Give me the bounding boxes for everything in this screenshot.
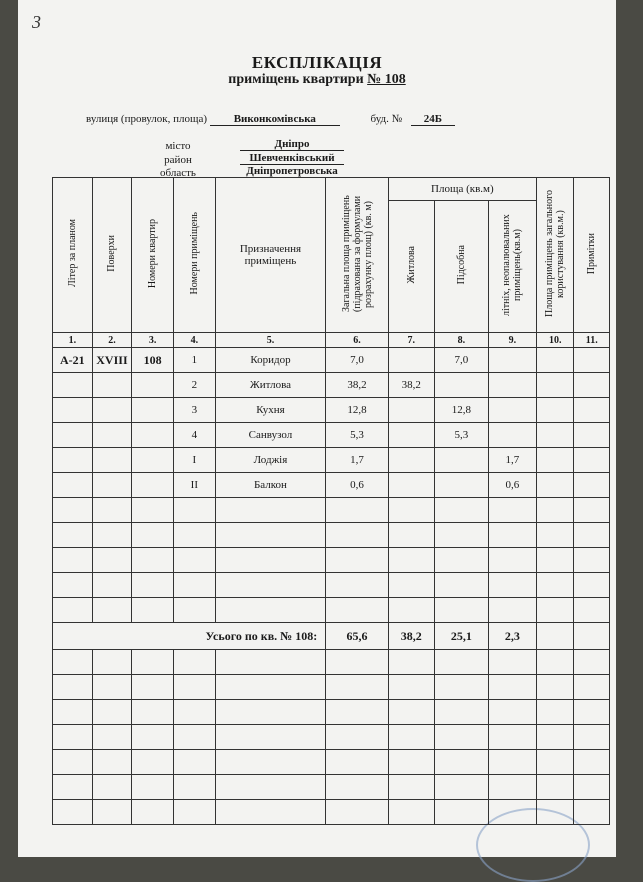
cell-empty: [434, 548, 488, 573]
cell-empty: [488, 498, 536, 523]
cell-empty: [92, 800, 132, 825]
table-row-empty: [53, 650, 610, 675]
district-value: Шевченківський: [240, 152, 344, 165]
table-row: [53, 448, 610, 473]
cell-summer: [488, 423, 536, 448]
cell-floor: [92, 448, 132, 473]
cell-apt: [132, 373, 174, 398]
cell-empty: [536, 473, 574, 498]
subtitle-prefix: приміщень квартири: [228, 72, 364, 87]
cell-empty: [53, 598, 93, 623]
cell-empty: [215, 750, 326, 775]
table-row-empty: [53, 800, 610, 825]
cell-empty: [536, 598, 574, 623]
cell-liter: [53, 423, 93, 448]
cell-summer: [488, 348, 536, 373]
cell-empty: [488, 650, 536, 675]
cell-empty: [488, 700, 536, 725]
col-number: 2.: [92, 333, 132, 348]
cell-empty: [53, 498, 93, 523]
cell-empty: [536, 348, 574, 373]
city-line: [240, 138, 344, 151]
cell-purpose: Балкон: [215, 473, 326, 498]
cell-empty: [132, 498, 174, 523]
street-line: [86, 113, 455, 126]
cell-empty: [536, 650, 574, 675]
cell-empty: [92, 523, 132, 548]
cell-empty: [326, 498, 389, 523]
cell-empty: [434, 650, 488, 675]
cell-empty: [326, 675, 389, 700]
cell-empty: [434, 700, 488, 725]
cell-empty: [388, 548, 434, 573]
cell-empty: [536, 498, 574, 523]
cell-empty: [92, 675, 132, 700]
cell-empty: [536, 775, 574, 800]
cell-empty: [388, 498, 434, 523]
cell-room: II: [173, 473, 215, 498]
cell-empty: [173, 775, 215, 800]
cell-empty: [388, 725, 434, 750]
cell-empty: [488, 598, 536, 623]
cell-empty: [326, 548, 389, 573]
table-row: [53, 348, 610, 373]
table-row-empty: [53, 523, 610, 548]
cell-empty: [215, 523, 326, 548]
cell-empty: [434, 675, 488, 700]
cell-room: 1: [173, 348, 215, 373]
cell-room: I: [173, 448, 215, 473]
cell-empty: [326, 750, 389, 775]
cell-empty: [574, 448, 610, 473]
cell-empty: [326, 650, 389, 675]
district-label: район: [164, 154, 192, 166]
cell-empty: [574, 800, 610, 825]
col-header-auxiliary: Підсобна: [434, 201, 488, 333]
cell-empty: [92, 598, 132, 623]
table-row-empty: [53, 700, 610, 725]
cell-empty: [173, 498, 215, 523]
cell-empty: [215, 800, 326, 825]
cell-empty: [574, 700, 610, 725]
cell-empty: [173, 573, 215, 598]
cell-empty: [434, 800, 488, 825]
cell-empty: [536, 373, 574, 398]
cell-empty: [173, 800, 215, 825]
cell-empty: [132, 675, 174, 700]
col-header-purpose: Призначення приміщень: [215, 178, 326, 333]
cell-empty: [388, 650, 434, 675]
cell-empty: [434, 498, 488, 523]
col-header-living: Житлова: [388, 201, 434, 333]
cell-empty: [388, 675, 434, 700]
total-row: [53, 623, 610, 650]
cell-empty: [326, 523, 389, 548]
cell-empty: [173, 523, 215, 548]
cell-empty: [215, 725, 326, 750]
col-number: 7.: [388, 333, 434, 348]
cell-empty: [536, 548, 574, 573]
cell-empty: [92, 700, 132, 725]
apartment-number: № 108: [367, 72, 406, 87]
cell-total: 7,0: [326, 348, 389, 373]
col-number: 10.: [536, 333, 574, 348]
cell-empty: [488, 523, 536, 548]
cell-empty: [53, 650, 93, 675]
cell-empty: [92, 548, 132, 573]
cell-purpose: Коридор: [215, 348, 326, 373]
cell-empty: [53, 523, 93, 548]
cell-empty: [574, 598, 610, 623]
table-row: [53, 398, 610, 423]
total-living: 38,2: [388, 623, 434, 650]
cell-living: [388, 448, 434, 473]
table-row-empty: [53, 498, 610, 523]
cell-empty: [388, 598, 434, 623]
cell-empty: [574, 650, 610, 675]
cell-empty: [434, 725, 488, 750]
cell-empty: [215, 548, 326, 573]
cell-summer: [488, 398, 536, 423]
cell-empty: [326, 725, 389, 750]
cell-empty: [215, 700, 326, 725]
cell-empty: [536, 675, 574, 700]
cell-liter: [53, 398, 93, 423]
cell-empty: [92, 750, 132, 775]
cell-empty: [215, 598, 326, 623]
col-header-room-numbers: Номери приміщень: [173, 178, 215, 333]
district-line: [240, 152, 344, 165]
cell-empty: [132, 775, 174, 800]
cell-empty: [488, 573, 536, 598]
cell-empty: [536, 398, 574, 423]
cell-total: 5,3: [326, 423, 389, 448]
cell-empty: [574, 523, 610, 548]
cell-empty: [53, 725, 93, 750]
cell-floor: XVIII: [92, 348, 132, 373]
col-number: 11.: [574, 333, 610, 348]
cell-total: 0,6: [326, 473, 389, 498]
cell-apt: 108: [132, 348, 174, 373]
col-header-common-area: Площа приміщень загального користування (кв.м.): [536, 178, 574, 333]
col-header-apartments: Номери квартир: [132, 178, 174, 333]
cell-empty: [53, 775, 93, 800]
cell-empty: [173, 725, 215, 750]
col-number: 6.: [326, 333, 389, 348]
cell-aux: 5,3: [434, 423, 488, 448]
cell-aux: 7,0: [434, 348, 488, 373]
cell-empty: [388, 573, 434, 598]
cell-total: 38,2: [326, 373, 389, 398]
cell-empty: [173, 750, 215, 775]
document-title: ЕКСПЛІКАЦІЯ: [251, 53, 383, 72]
cell-aux: [434, 448, 488, 473]
cell-empty: [326, 800, 389, 825]
cell-empty: [574, 398, 610, 423]
cell-empty: [215, 573, 326, 598]
cell-living: [388, 473, 434, 498]
total-total: 65,6: [326, 623, 389, 650]
cell-liter: [53, 373, 93, 398]
col-number: 4.: [173, 333, 215, 348]
cell-empty: [488, 675, 536, 700]
cell-empty: [215, 498, 326, 523]
cell-empty: [173, 598, 215, 623]
cell-empty: [574, 750, 610, 775]
cell-empty: [574, 498, 610, 523]
cell-empty: [173, 650, 215, 675]
cell-aux: [434, 473, 488, 498]
cell-empty: [53, 800, 93, 825]
cell-floor: [92, 473, 132, 498]
cell-apt: [132, 448, 174, 473]
cell-empty: [132, 725, 174, 750]
cell-floor: [92, 373, 132, 398]
cell-empty: [574, 373, 610, 398]
cell-empty: [326, 598, 389, 623]
cell-empty: [132, 800, 174, 825]
cell-empty: [574, 548, 610, 573]
city-value: Дніпро: [240, 138, 344, 151]
cell-empty: [92, 573, 132, 598]
cell-empty: [536, 448, 574, 473]
cell-apt: [132, 473, 174, 498]
cell-empty: [132, 573, 174, 598]
cell-empty: [434, 573, 488, 598]
cell-room: 4: [173, 423, 215, 448]
col-number: 5.: [215, 333, 326, 348]
cell-empty: [215, 675, 326, 700]
cell-empty: [53, 573, 93, 598]
cell-empty: [574, 623, 610, 650]
cell-empty: [326, 775, 389, 800]
cell-empty: [173, 675, 215, 700]
cell-aux: 12,8: [434, 398, 488, 423]
cell-empty: [173, 700, 215, 725]
cell-summer: 1,7: [488, 448, 536, 473]
city-label: місто: [165, 140, 191, 152]
col-header-notes: Примітки: [574, 178, 610, 333]
table-row: [53, 423, 610, 448]
cell-empty: [132, 650, 174, 675]
col-header-total-area: Загальна площа приміщень (підрахована за формулами розрахунку площ) (кв. м): [326, 178, 389, 333]
col-header-summer: літніх, неопалювальних приміщень(кв.м): [488, 201, 536, 333]
cell-empty: [53, 750, 93, 775]
col-header-area-group: Площа (кв.м): [388, 178, 536, 201]
cell-empty: [536, 750, 574, 775]
cell-empty: [53, 700, 93, 725]
cell-empty: [92, 775, 132, 800]
cell-empty: [388, 700, 434, 725]
total-summer: 2,3: [488, 623, 536, 650]
cell-living: [388, 398, 434, 423]
table-row: [53, 473, 610, 498]
table-row-empty: [53, 725, 610, 750]
cell-apt: [132, 398, 174, 423]
cell-purpose: Житлова: [215, 373, 326, 398]
cell-purpose: Лоджія: [215, 448, 326, 473]
street-label: вулиця (провулок, площа): [86, 113, 208, 125]
table-row-empty: [53, 573, 610, 598]
total-aux: 25,1: [434, 623, 488, 650]
cell-empty: [574, 348, 610, 373]
cell-empty: [53, 675, 93, 700]
table-row-empty: [53, 750, 610, 775]
table-row-empty: [53, 775, 610, 800]
cell-empty: [434, 598, 488, 623]
cell-floor: [92, 398, 132, 423]
cell-empty: [173, 548, 215, 573]
cell-empty: [536, 725, 574, 750]
cell-floor: [92, 423, 132, 448]
cell-empty: [536, 573, 574, 598]
cell-empty: [92, 498, 132, 523]
cell-total: 1,7: [326, 448, 389, 473]
col-header-floors: Поверхи: [92, 178, 132, 333]
cell-empty: [536, 700, 574, 725]
cell-aux: [434, 373, 488, 398]
cell-empty: [536, 800, 574, 825]
table-row: [53, 373, 610, 398]
cell-empty: [574, 775, 610, 800]
table-row-empty: [53, 548, 610, 573]
corner-page-mark: 3: [32, 12, 41, 32]
cell-empty: [434, 775, 488, 800]
explication-table: [52, 177, 610, 825]
cell-empty: [326, 700, 389, 725]
cell-empty: [488, 725, 536, 750]
document-subtitle: [18, 72, 616, 88]
cell-purpose: Санвузол: [215, 423, 326, 448]
cell-empty: [92, 650, 132, 675]
cell-apt: [132, 423, 174, 448]
cell-empty: [536, 523, 574, 548]
cell-empty: [132, 750, 174, 775]
cell-empty: [574, 573, 610, 598]
cell-empty: [215, 775, 326, 800]
cell-living: [388, 423, 434, 448]
cell-empty: [388, 800, 434, 825]
col-number: 9.: [488, 333, 536, 348]
cell-living: 38,2: [388, 373, 434, 398]
cell-empty: [574, 725, 610, 750]
cell-empty: [434, 750, 488, 775]
table-row-empty: [53, 675, 610, 700]
cell-empty: [132, 523, 174, 548]
cell-empty: [574, 675, 610, 700]
col-header-liter: Літер за планом: [53, 178, 93, 333]
col-number: 1.: [53, 333, 93, 348]
cell-empty: [388, 523, 434, 548]
table-row-empty: [53, 598, 610, 623]
cell-empty: [488, 548, 536, 573]
region-value: Дніпропетровська: [240, 165, 344, 178]
cell-empty: [574, 473, 610, 498]
cell-empty: [132, 548, 174, 573]
cell-empty: [132, 700, 174, 725]
cell-empty: [536, 423, 574, 448]
building-label: буд. №: [370, 113, 403, 125]
cell-summer: 0,6: [488, 473, 536, 498]
cell-empty: [488, 800, 536, 825]
cell-purpose: Кухня: [215, 398, 326, 423]
cell-empty: [132, 598, 174, 623]
cell-empty: [53, 548, 93, 573]
cell-empty: [574, 423, 610, 448]
cell-total: 12,8: [326, 398, 389, 423]
table-body: [53, 333, 610, 825]
cell-liter: [53, 448, 93, 473]
cell-liter: [53, 473, 93, 498]
cell-empty: [92, 725, 132, 750]
cell-empty: [488, 775, 536, 800]
cell-summer: [488, 373, 536, 398]
street-value: Виконкомівська: [210, 113, 340, 126]
cell-empty: [326, 573, 389, 598]
cell-empty: [536, 623, 574, 650]
cell-empty: [215, 650, 326, 675]
cell-empty: [388, 750, 434, 775]
cell-empty: [388, 775, 434, 800]
cell-room: 3: [173, 398, 215, 423]
cell-empty: [488, 750, 536, 775]
cell-living: [388, 348, 434, 373]
cell-room: 2: [173, 373, 215, 398]
cell-liter: А-21: [53, 348, 93, 373]
cell-empty: [434, 523, 488, 548]
col-number: 3.: [132, 333, 174, 348]
building-value: 24Б: [411, 113, 455, 126]
total-label: Усього по кв. № 108:: [53, 623, 326, 650]
col-number: 8.: [434, 333, 488, 348]
region-label: область: [160, 167, 196, 179]
column-number-row: [53, 333, 610, 348]
